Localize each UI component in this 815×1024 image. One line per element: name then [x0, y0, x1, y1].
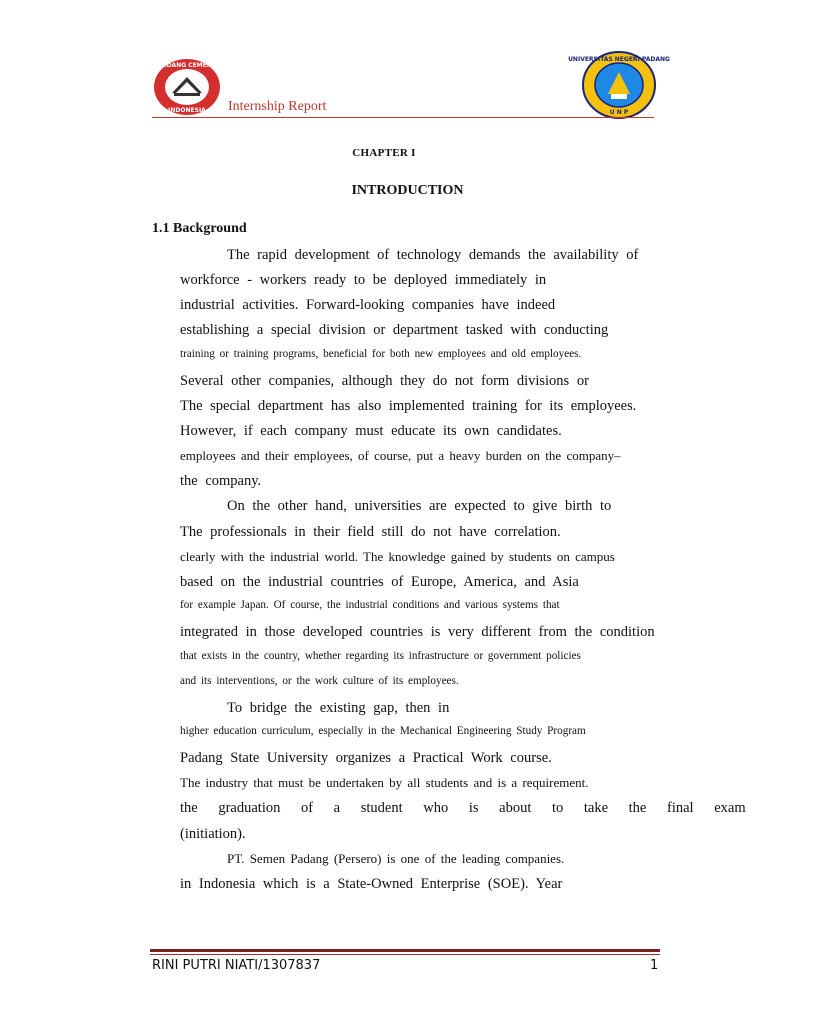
body-line: Several other companies, although they do not form divisions or — [180, 373, 589, 389]
header-divider — [152, 117, 654, 118]
body-line: and its interventions, or the work culture of its employees. — [180, 675, 459, 687]
body-line: industrial activities. Forward-looking companies have indeed — [180, 297, 556, 313]
svg-text:INDONESIA: INDONESIA — [168, 107, 206, 114]
body-line: for example Japan. Of course, the industrial conditions and various systems that — [180, 599, 560, 611]
body-line: To bridge the existing gap, then in — [227, 700, 450, 716]
svg-text:PADANG CEMENT: PADANG CEMENT — [158, 62, 216, 69]
body-line: integrated in those developed countries is very different from the condition — [180, 624, 655, 640]
body-line: employees and their employees, of course, put a heavy burden on the company– — [180, 448, 621, 463]
body-line: On the other hand, universities are expected to give birth to — [227, 498, 612, 514]
chapter-heading: CHAPTER I — [352, 147, 416, 159]
body-line: The rapid development of technology demands the availability of — [227, 247, 639, 263]
body-line: clearly with the industrial world. The knowledge gained by students on campus — [180, 549, 615, 564]
header-title: Internship Report — [228, 99, 327, 114]
body-line: the company. — [180, 473, 262, 489]
body-line: The professionals in their field still do not have correlation. — [180, 524, 561, 540]
body-line: the graduation of a student who is about to take the final exam — [180, 800, 746, 816]
body-line: based on the industrial countries of Europe, America, and Asia — [180, 574, 579, 590]
body-line: establishing a special division or department tasked with conducting — [180, 322, 609, 338]
body-line: higher education curriculum, especially in the Mechanical Engineering Study Program — [180, 725, 586, 737]
body-line: However, if each company must educate its own candidates. — [180, 423, 562, 439]
body-line: training or training programs, beneficial for both new employees and old employees. — [180, 348, 582, 360]
page-number: 1 — [650, 958, 659, 973]
body-line: workforce - workers ready to be deployed immediately in — [180, 272, 547, 288]
padang-cement-logo — [152, 57, 222, 117]
body-line: PT. Semen Padang (Persero) is one of the leading companies. — [227, 851, 565, 866]
body-line: that exists in the country, whether regarding its infrastructure or government policies — [180, 650, 581, 662]
footer-author: RINI PUTRI NIATI/1307837 — [152, 958, 321, 973]
svg-text:UNIVERSITAS NEGERI PADANG: UNIVERSITAS NEGERI PADANG — [568, 56, 670, 63]
section-heading: 1.1 Background — [152, 221, 247, 236]
svg-text:U N P: U N P — [609, 109, 629, 116]
body-line: (initiation). — [180, 826, 246, 842]
chapter-title: INTRODUCTION — [351, 183, 464, 198]
footer-divider — [150, 949, 660, 952]
body-line: The special department has also implemented training for its employees. — [180, 398, 637, 414]
body-line: in Indonesia which is a State-Owned Enterprise (SOE). Year — [180, 876, 563, 892]
body-line: The industry that must be undertaken by all students and is a requirement. — [180, 775, 589, 790]
footer-divider-thin — [150, 954, 660, 955]
body-line: Padang State University organizes a Practical Work course. — [180, 750, 552, 766]
unp-university-logo — [568, 50, 670, 120]
